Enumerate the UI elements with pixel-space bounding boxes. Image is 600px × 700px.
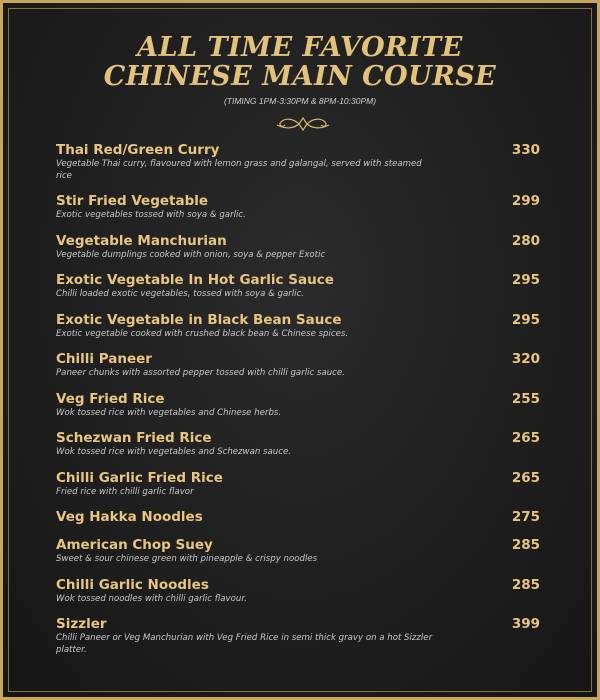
item-price: 275 (511, 509, 540, 525)
item-price: 280 (511, 232, 540, 249)
item-description: Paneer chunks with assorted pepper tossed with chilli garlic sauce. (56, 368, 345, 378)
menu-item (56, 312, 540, 341)
item-name: Chilli Garlic Fried Rice (56, 469, 223, 486)
menu-item (56, 537, 540, 566)
menu-item (56, 351, 540, 380)
item-name: American Chop Suey (56, 537, 213, 553)
menu-item (56, 509, 540, 526)
item-description: Wok tossed noodles with chilli garlic flavour. (56, 593, 247, 604)
item-name: Veg Hakka Noodles (56, 509, 203, 525)
item-description: Wok tossed rice with vegetables and Schezwan sauce. (56, 447, 291, 457)
item-price: 255 (511, 390, 540, 407)
item-price: 299 (511, 193, 540, 209)
item-description: Sweet & sour chinese green with pineapple & crispy noodles (56, 554, 318, 564)
item-price: 330 (511, 142, 540, 158)
item-name: Chilli Garlic Noodles (56, 576, 209, 593)
item-description: Exotic vegetable cooked with crushed black bean & Chinese spices. (56, 328, 349, 339)
menu-item (56, 142, 540, 182)
menu-item (56, 193, 540, 222)
menu-item (56, 391, 540, 420)
menu-item (56, 233, 540, 262)
menu-item (56, 577, 540, 606)
item-price: 285 (511, 537, 540, 553)
item-name: Stir Fried Vegetable (56, 193, 209, 209)
item-price: 399 (511, 616, 540, 632)
item-price: 265 (511, 469, 540, 486)
item-name: Veg Fried Rice (56, 390, 165, 407)
menu-item (56, 616, 540, 656)
item-description: Vegetable dumplings cooked with onion, soya & pepper Exotic (56, 249, 326, 260)
menu-item-list (56, 142, 540, 667)
title-line-1: ALL TIME FAVORITE (137, 32, 463, 63)
item-price: 320 (511, 351, 540, 367)
menu-item (56, 430, 540, 459)
item-name: Schezwan Fried Rice (56, 430, 212, 446)
item-name: Chilli Paneer (56, 351, 152, 367)
item-price: 295 (511, 272, 540, 288)
flourish-ornament-icon (273, 116, 333, 132)
menu-item (56, 470, 540, 499)
menu-title (3, 33, 597, 91)
timing-text: (TIMING 1PM-3:30PM & 8PM-10:30PM) (223, 96, 377, 106)
item-description: Fried rice with chilli garlic flavor (56, 486, 194, 497)
item-description: Chilli Paneer or Veg Manchurian with Veg Fried Rice in semi thick gravy on a hot Sizzler platter. (56, 633, 433, 655)
item-price: 285 (511, 576, 540, 593)
title-line-2: CHINESE MAIN COURSE (103, 61, 497, 92)
item-price: 295 (511, 311, 540, 328)
item-name: Thai Red/Green Curry (56, 142, 220, 158)
item-price: 265 (511, 430, 540, 446)
item-description: Exotic vegetables tossed with soya & garlic. (56, 210, 246, 220)
item-description: Vegetable Thai curry, flavoured with lemon grass and galangal, served with steamed rice (56, 159, 422, 181)
item-name: Exotic Vegetable in Black Bean Sauce (56, 311, 342, 328)
menu-item (56, 272, 540, 301)
item-name: Sizzler (56, 616, 107, 632)
item-description: Chilli loaded exotic vegetables, tossed with soya & garlic. (56, 289, 304, 299)
item-description: Wok tossed rice with vegetables and Chinese herbs. (56, 407, 282, 418)
item-name: Vegetable Manchurian (56, 232, 227, 249)
item-name: Exotic Vegetable In Hot Garlic Sauce (56, 272, 334, 288)
